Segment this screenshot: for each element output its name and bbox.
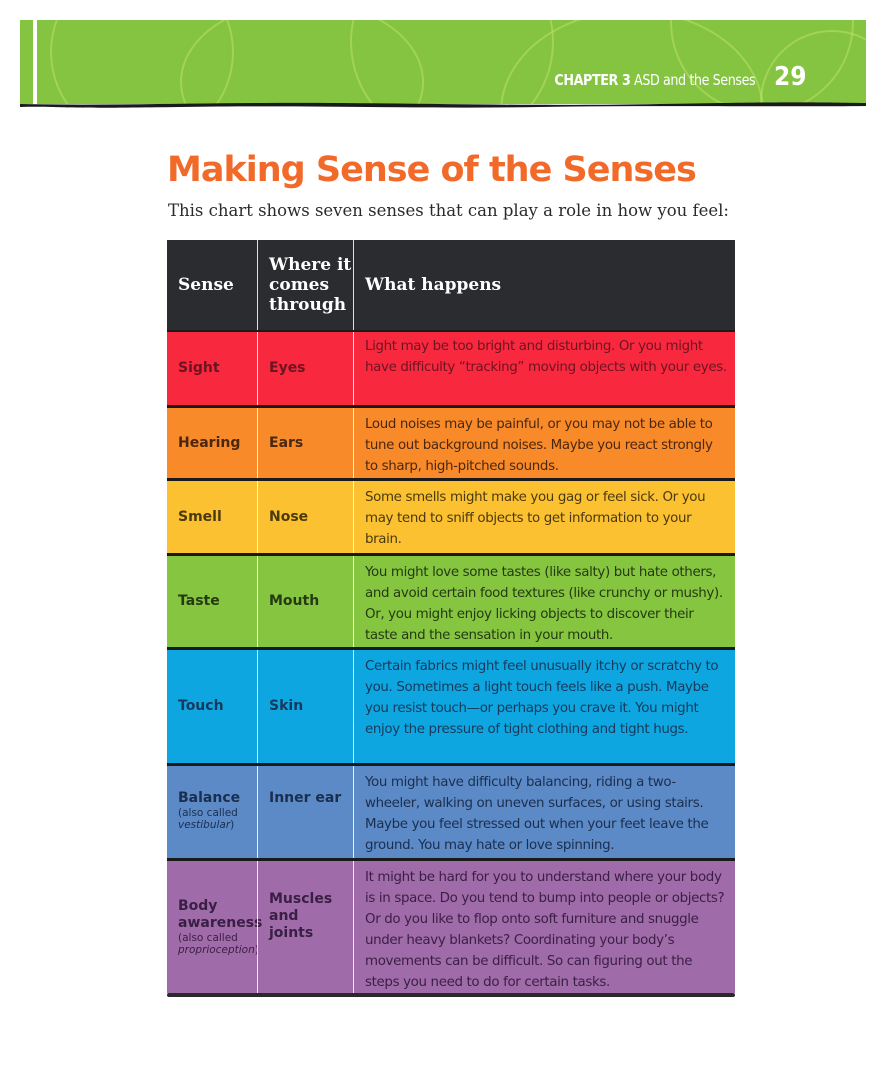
column-header-sense: Sense xyxy=(178,275,234,295)
column-header-source-line: through xyxy=(269,295,347,315)
chapter-banner xyxy=(20,20,866,104)
sense-name: Body awareness xyxy=(178,898,263,931)
column-header-description: What happens xyxy=(353,240,735,330)
page-title: Making Sense of the Senses xyxy=(167,150,696,190)
sense-note-term: vestibular xyxy=(178,819,231,831)
description-cell: Some smells might make you gag or feel sick. Or you may tend to sniff objects to get information to your brain. xyxy=(353,481,735,553)
sense-cell xyxy=(167,861,263,993)
table-row xyxy=(167,553,735,647)
sense-note: (also called proprioception) xyxy=(178,932,259,956)
sense-cell xyxy=(167,766,257,858)
source-text: Eyes xyxy=(269,360,306,376)
source-text: Mouth xyxy=(269,593,320,609)
sense-cell xyxy=(167,556,257,647)
sense-cell xyxy=(167,332,257,405)
description-cell: You might have difficulty balancing, riding a two-wheeler, walking on uneven surfaces, or using stairs. Maybe you feel stressed out when your feet leave the ground. You may hate or love spinning. xyxy=(353,766,735,858)
sense-cell xyxy=(167,408,257,478)
table-row xyxy=(167,858,735,993)
sense-cell xyxy=(167,650,257,763)
description-cell: Light may be too bright and disturbing. Or you might have difficulty “tracking” moving objects with your eyes. xyxy=(353,332,735,405)
source-text: Skin xyxy=(269,698,304,714)
sense-name: Hearing xyxy=(178,434,241,451)
source-cell xyxy=(257,332,353,405)
source-cell xyxy=(257,556,353,647)
chapter-heading xyxy=(554,71,755,89)
sense-note-term: proprioception xyxy=(178,944,255,956)
sense-cell xyxy=(167,481,257,553)
source-text: Nose xyxy=(269,508,309,525)
source-cell xyxy=(257,481,353,553)
sense-name: Taste xyxy=(178,593,220,609)
table-header xyxy=(167,240,735,330)
page-number: 29 xyxy=(774,62,807,92)
description-cell: Loud noises may be painful, or you may not be able to tune out background noises. Maybe you react strongly to sharp, high-pitched sounds. xyxy=(353,408,735,478)
column-header-source xyxy=(257,240,353,330)
sense-name: Smell xyxy=(178,508,222,525)
banner-torn-edge xyxy=(20,100,866,108)
table-row xyxy=(167,478,735,553)
source-text: Muscles and joints xyxy=(269,891,333,941)
sense-name: Balance xyxy=(178,790,241,806)
description-cell: You might love some tastes (like salty) but hate others, and avoid certain food textures (like crunchy or mushy). Or, you might enjoy licking objects to discover their taste and the sensation in your mouth. xyxy=(353,556,735,647)
table-row xyxy=(167,405,735,478)
source-cell xyxy=(257,766,353,858)
source-cell xyxy=(257,408,353,478)
table-row xyxy=(167,647,735,763)
source-cell xyxy=(257,650,353,763)
table-row xyxy=(167,330,735,405)
column-header-source-line: comes xyxy=(269,275,330,295)
chapter-title: ASD and the Senses xyxy=(633,71,755,89)
banner-stripe xyxy=(33,20,37,104)
sense-note: (also called vestibular) xyxy=(178,807,238,831)
table-row xyxy=(167,763,735,858)
source-cell xyxy=(257,861,353,993)
source-text: Inner ear xyxy=(269,790,342,806)
sense-name: Sight xyxy=(178,360,220,376)
description-cell: It might be hard for you to understand where your body is in space. Do you tend to bump into people or objects? Or do you like to flop onto soft furniture and snuggle under heavy blankets? Coordinating your body’s movements can be difficult. So can figuring out the steps you need to do for certain tasks. xyxy=(353,861,735,993)
description-cell: Certain fabrics might feel unusually itchy or scratchy to you. Sometimes a light touch feels like a push. Maybe you resist touch—or perhaps you crave it. You might enjoy the pressure of tight clothing and tight hugs. xyxy=(353,650,735,763)
column-header-source-line: Where it xyxy=(269,255,352,275)
page-subtitle: This chart shows seven senses that can play a role in how you feel: xyxy=(168,201,729,220)
chapter-label: CHAPTER 3 xyxy=(554,71,631,89)
sense-note-prefix: (also called xyxy=(178,807,238,819)
senses-table xyxy=(167,240,735,993)
table-bottom-edge xyxy=(167,993,735,997)
source-text: Ears xyxy=(269,434,304,451)
sense-note-prefix: (also called xyxy=(178,932,238,944)
sense-name: Touch xyxy=(178,698,224,714)
